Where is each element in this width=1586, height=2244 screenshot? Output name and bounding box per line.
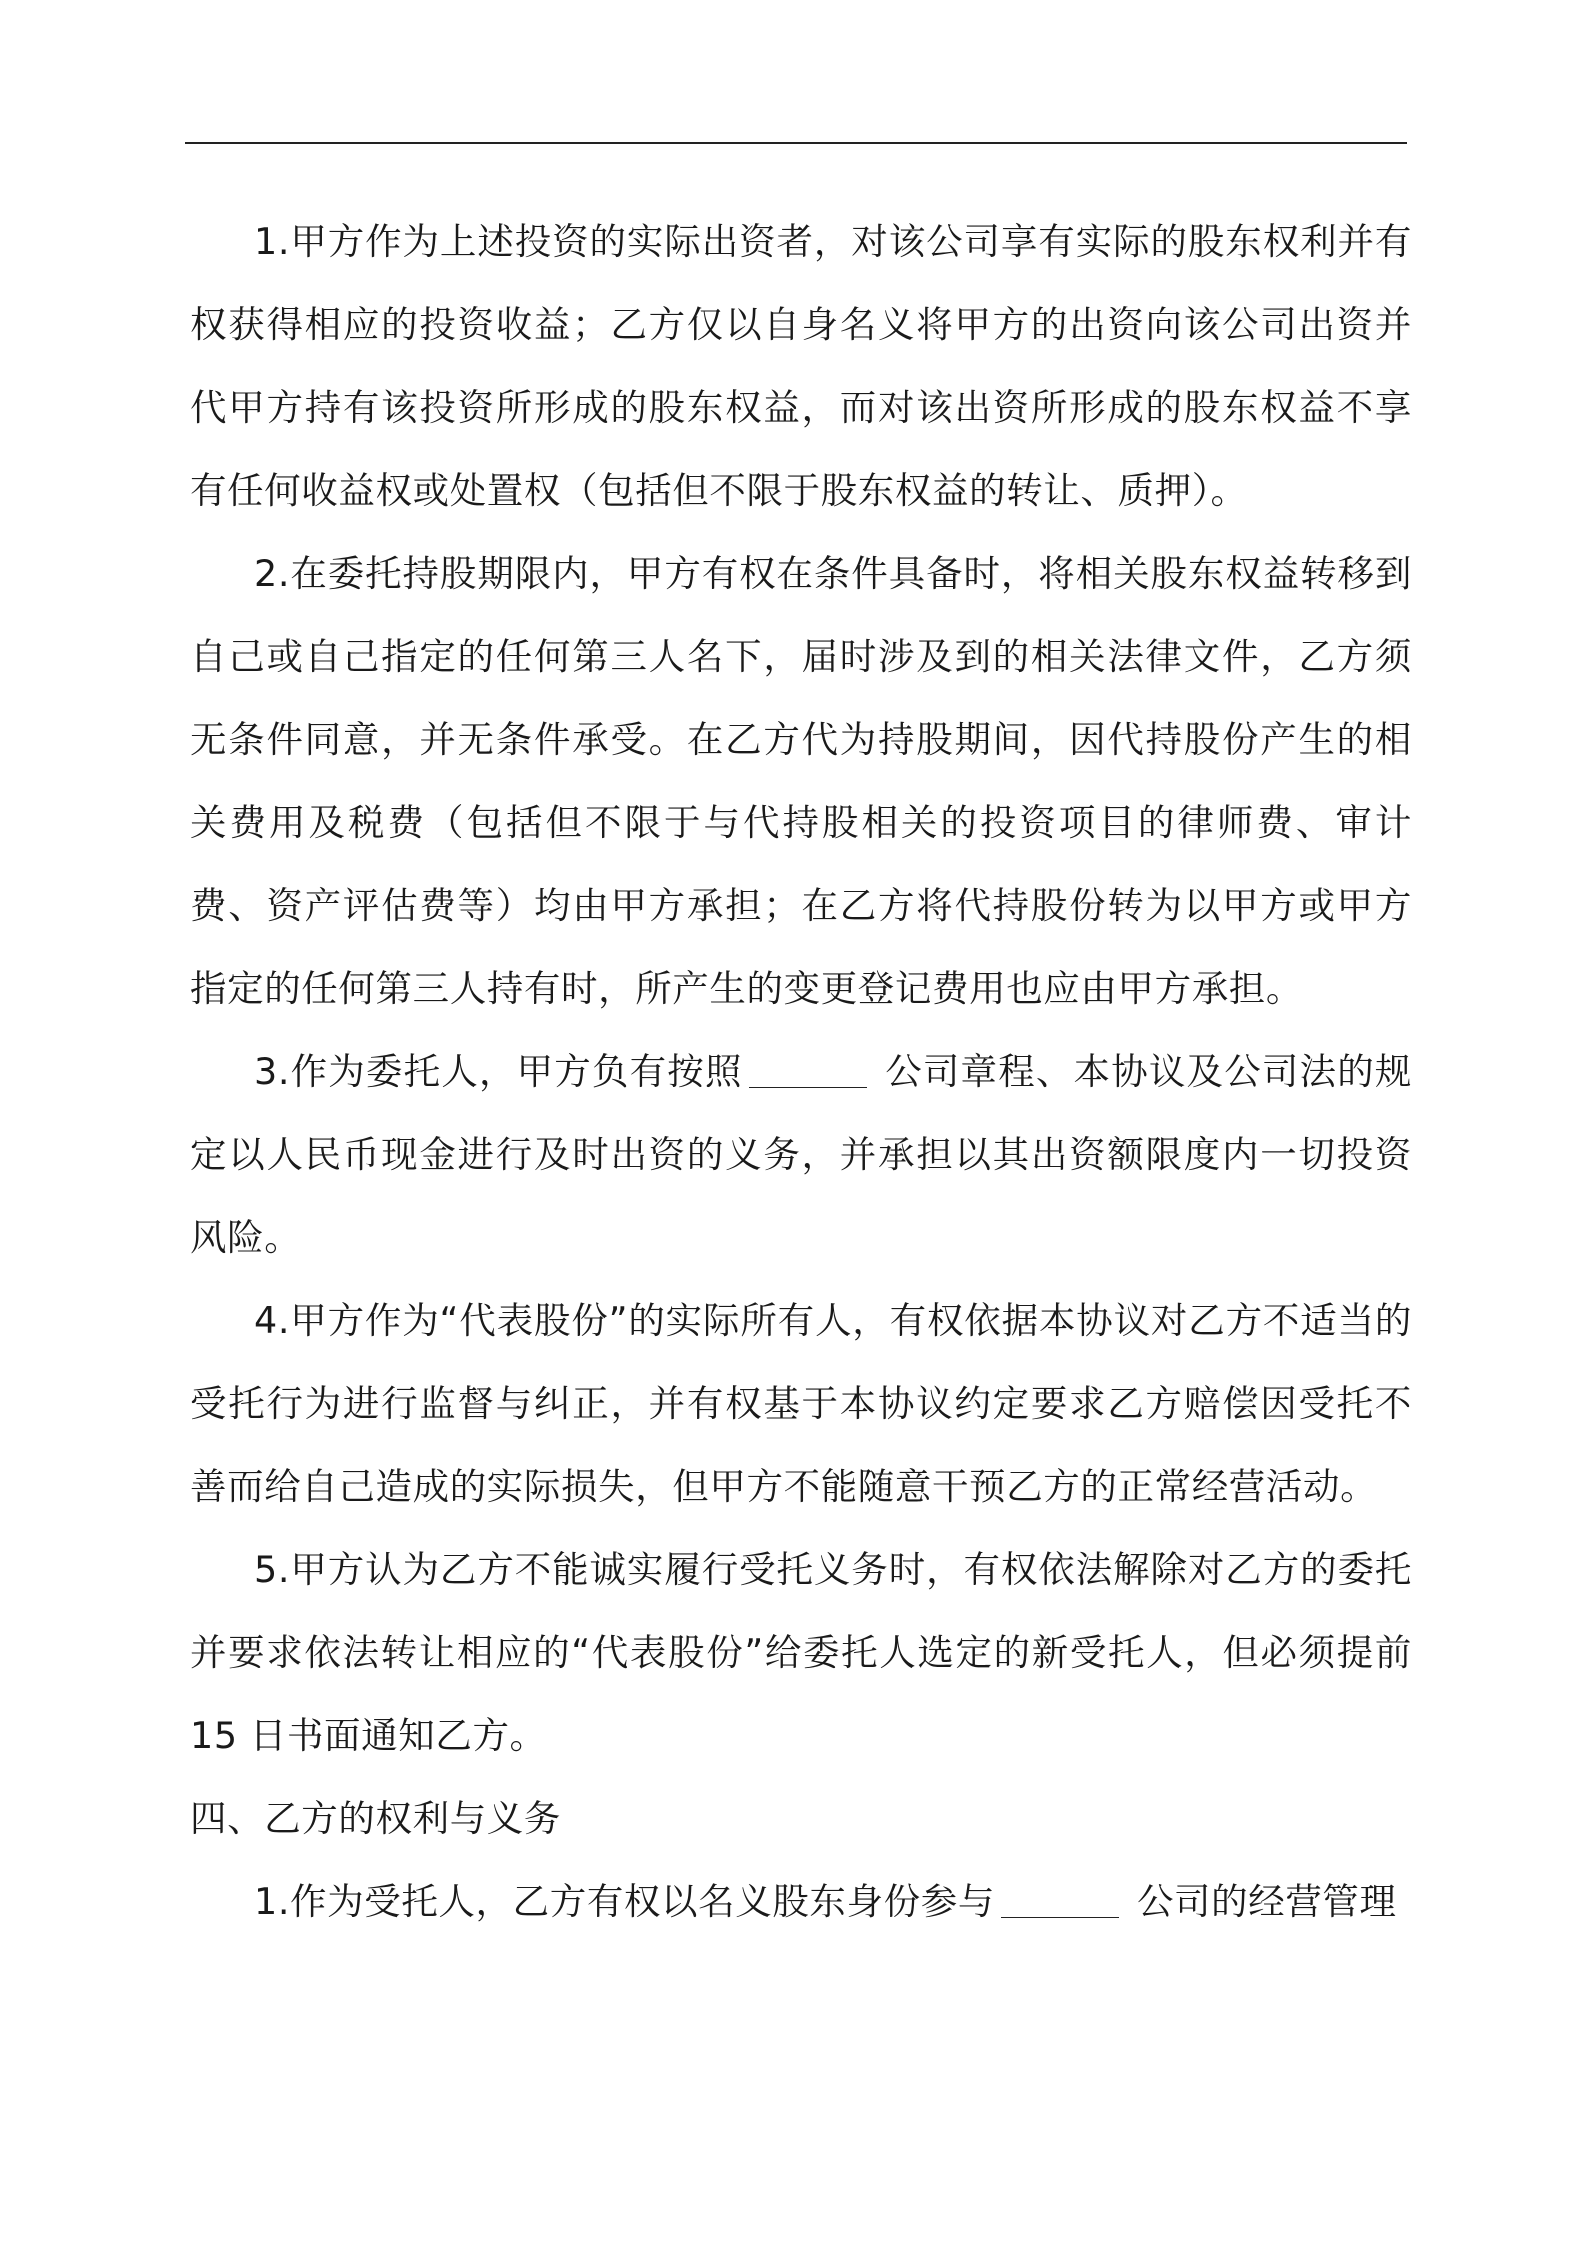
- fill-in-blank: [749, 1086, 867, 1088]
- header-rule: [185, 142, 1407, 144]
- paragraph-3: [190, 1030, 1412, 1279]
- document-body: [190, 200, 1412, 1943]
- fill-in-blank: [1001, 1916, 1119, 1918]
- paragraph-1: 1.甲方作为上述投资的实际出资者，对该公司享有实际的股东权利并有权获得相应的投资收益；乙方仅以自身名义将甲方的出资向该公司出资并代甲方持有该投资所形成的股东权益，而对该出资所形成的股东权益不享有任何收益权或处置权（包括但不限于股东权益的转让、质押）。: [190, 220, 1412, 512]
- section-4-paragraph-1: [190, 1860, 1412, 1943]
- section-heading: 四、乙方的权利与义务: [190, 1797, 561, 1840]
- paragraph-3-before-blank: 3.作为委托人，甲方负有按照: [254, 1050, 743, 1093]
- paragraph-3-after-blank: 公司章程、本协议及公司法的规定以人民币现金进行及时出资的义务，并承担以其出资额限度内一切投资风险。: [190, 1050, 1412, 1259]
- paragraph-2: 2.在委托持股期限内，甲方有权在条件具备时，将相关股东权益转移到自己或自己指定的任何第三人名下，届时涉及到的相关法律文件，乙方须无条件同意，并无条件承受。在乙方代为持股期间，因代持股份产生的相关费用及税费（包括但不限于与代持股相关的投资项目的律师费、审计费、资产评估费等）均由甲方承担；在乙方将代持股份转为以甲方或甲方指定的任何第三人持有时，所产生的变更登记费用也应由甲方承担。: [190, 552, 1412, 1010]
- paragraph-5: 5.甲方认为乙方不能诚实履行受托义务时，有权依法解除对乙方的委托并要求依法转让相应的“代表股份”给委托人选定的新受托人，但必须提前 15 日书面通知乙方。: [190, 1548, 1412, 1757]
- section-4-paragraph-1-before-blank: 1.作为受托人，乙方有权以名义股东身份参与: [254, 1880, 995, 1923]
- section-4-paragraph-1-after-blank: 公司的经营管理: [1136, 1880, 1397, 1923]
- paragraph-4: 4.甲方作为“代表股份”的实际所有人，有权依据本协议对乙方不适当的受托行为进行监督与纠正，并有权基于本协议约定要求乙方赔偿因受托不善而给自己造成的实际损失，但甲方不能随意干预乙方的正常经营活动。: [190, 1299, 1412, 1508]
